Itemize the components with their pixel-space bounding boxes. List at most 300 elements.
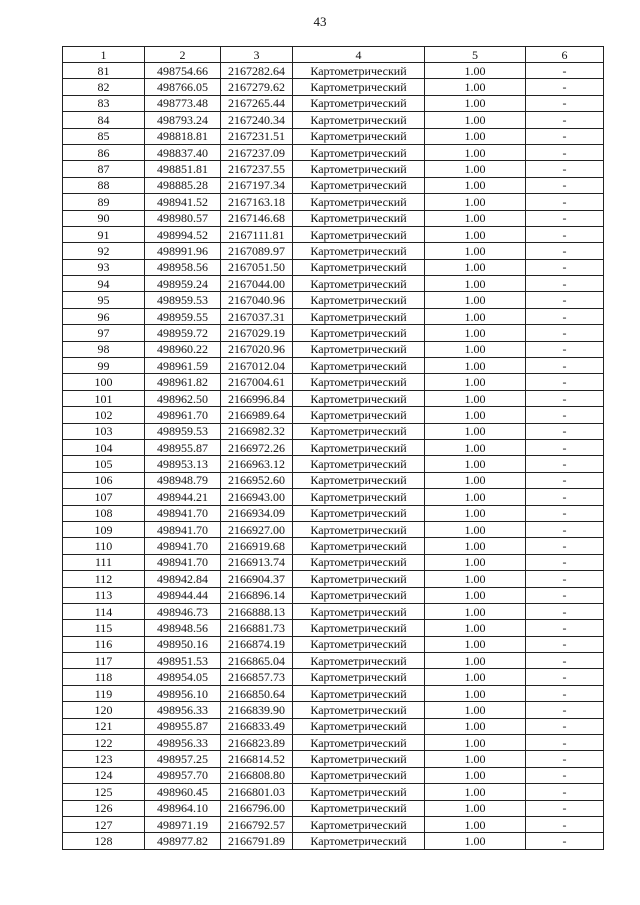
table-cell: 2166963.12: [221, 456, 293, 472]
table-cell: -: [526, 718, 604, 734]
table-cell: Картометрический: [293, 603, 425, 619]
table-cell: 1.00: [425, 226, 526, 242]
table-row: [63, 341, 604, 357]
table-cell: 2167037.31: [221, 308, 293, 324]
table-cell: Картометрический: [293, 210, 425, 226]
table-cell: 2166808.80: [221, 767, 293, 783]
table-cell: -: [526, 79, 604, 95]
table-cell: 1.00: [425, 276, 526, 292]
table-cell: -: [526, 587, 604, 603]
table-cell: 1.00: [425, 325, 526, 341]
table-cell: 1.00: [425, 718, 526, 734]
table-cell: 99: [63, 358, 145, 374]
table-cell: 498946.73: [145, 603, 221, 619]
table-cell: -: [526, 505, 604, 521]
table-cell: 1.00: [425, 554, 526, 570]
table-cell: Картометрический: [293, 735, 425, 751]
table-cell: Картометрический: [293, 587, 425, 603]
table-cell: Картометрический: [293, 63, 425, 79]
table-cell: 1.00: [425, 636, 526, 652]
table-cell: 103: [63, 423, 145, 439]
table-cell: 2166823.89: [221, 735, 293, 751]
table-cell: 108: [63, 505, 145, 521]
table-cell: 498885.28: [145, 177, 221, 193]
table-cell: 2166865.04: [221, 653, 293, 669]
table-cell: 498977.82: [145, 833, 221, 849]
table-row: [63, 63, 604, 79]
table-cell: -: [526, 767, 604, 783]
table-cell: 1.00: [425, 702, 526, 718]
table-cell: Картометрический: [293, 472, 425, 488]
table-cell: 1.00: [425, 653, 526, 669]
table-cell: 115: [63, 620, 145, 636]
table-cell: 109: [63, 521, 145, 537]
table-cell: 498773.48: [145, 95, 221, 111]
table-cell: -: [526, 751, 604, 767]
table-cell: 2166791.89: [221, 833, 293, 849]
table-cell: 498754.66: [145, 63, 221, 79]
table-cell: -: [526, 325, 604, 341]
table-cell: 92: [63, 243, 145, 259]
table-cell: 1.00: [425, 95, 526, 111]
table-cell: Картометрический: [293, 112, 425, 128]
table-row: [63, 79, 604, 95]
table-cell: 2166913.74: [221, 554, 293, 570]
table-cell: 1.00: [425, 489, 526, 505]
table-cell: 2167051.50: [221, 259, 293, 275]
table-row: [63, 112, 604, 128]
table-row: [63, 489, 604, 505]
table-cell: 2167044.00: [221, 276, 293, 292]
table-cell: -: [526, 112, 604, 128]
table-cell: 1.00: [425, 784, 526, 800]
table-cell: 498961.70: [145, 407, 221, 423]
table-cell: -: [526, 243, 604, 259]
table-cell: -: [526, 603, 604, 619]
table-cell: 1.00: [425, 112, 526, 128]
table-row: [63, 653, 604, 669]
table-cell: 110: [63, 538, 145, 554]
table-cell: Картометрический: [293, 128, 425, 144]
table-cell: 2167237.09: [221, 144, 293, 160]
table-cell: 2166888.13: [221, 603, 293, 619]
table-cell: 498956.33: [145, 735, 221, 751]
table-cell: 84: [63, 112, 145, 128]
table-cell: Картометрический: [293, 521, 425, 537]
table-row: [63, 472, 604, 488]
table-cell: -: [526, 128, 604, 144]
table-cell: Картометрический: [293, 554, 425, 570]
table-cell: -: [526, 194, 604, 210]
table-row: [63, 177, 604, 193]
table-header: [63, 47, 604, 63]
table-cell: 1.00: [425, 620, 526, 636]
table-row: [63, 325, 604, 341]
table-cell: Картометрический: [293, 325, 425, 341]
table-cell: 1.00: [425, 128, 526, 144]
header-cell: 6: [526, 47, 604, 63]
table-cell: Картометрический: [293, 308, 425, 324]
table-cell: -: [526, 63, 604, 79]
table-cell: 2166850.64: [221, 685, 293, 701]
table-cell: 1.00: [425, 390, 526, 406]
table-cell: 2166904.37: [221, 571, 293, 587]
table-cell: 120: [63, 702, 145, 718]
table-row: [63, 423, 604, 439]
table-cell: 498942.84: [145, 571, 221, 587]
table-row: [63, 95, 604, 111]
table-row: [63, 226, 604, 242]
table-cell: 2166996.84: [221, 390, 293, 406]
table-cell: 498948.56: [145, 620, 221, 636]
table-cell: 81: [63, 63, 145, 79]
table-cell: 498954.05: [145, 669, 221, 685]
table-cell: 2166833.49: [221, 718, 293, 734]
table-cell: Картометрический: [293, 718, 425, 734]
table-cell: 2166796.00: [221, 800, 293, 816]
table-cell: 2167240.34: [221, 112, 293, 128]
table-cell: Картометрический: [293, 161, 425, 177]
table-cell: -: [526, 800, 604, 816]
table-cell: 1.00: [425, 603, 526, 619]
table-cell: 2167040.96: [221, 292, 293, 308]
table-cell: 498948.79: [145, 472, 221, 488]
table-row: [63, 243, 604, 259]
table-row: [63, 390, 604, 406]
table-cell: 2167279.62: [221, 79, 293, 95]
table-cell: 1.00: [425, 587, 526, 603]
table-cell: -: [526, 341, 604, 357]
table-cell: Картометрический: [293, 194, 425, 210]
table-cell: 498793.24: [145, 112, 221, 128]
table-cell: 1.00: [425, 521, 526, 537]
table-cell: -: [526, 226, 604, 242]
table-cell: 1.00: [425, 833, 526, 849]
table-cell: 1.00: [425, 571, 526, 587]
table-cell: Картометрический: [293, 226, 425, 242]
table-row: [63, 374, 604, 390]
table-cell: Картометрический: [293, 751, 425, 767]
table-cell: Картометрический: [293, 177, 425, 193]
table-cell: 2166857.73: [221, 669, 293, 685]
table-cell: 85: [63, 128, 145, 144]
table-row: [63, 636, 604, 652]
table-row: [63, 751, 604, 767]
table-cell: 127: [63, 816, 145, 832]
table-row: [63, 407, 604, 423]
coordinates-table: [62, 46, 604, 850]
table-cell: 2167004.61: [221, 374, 293, 390]
table-row: [63, 620, 604, 636]
table-cell: 498980.57: [145, 210, 221, 226]
table-cell: -: [526, 784, 604, 800]
table-cell: Картометрический: [293, 685, 425, 701]
table-cell: 1.00: [425, 161, 526, 177]
table-cell: -: [526, 538, 604, 554]
table-cell: 1.00: [425, 751, 526, 767]
table-cell: 118: [63, 669, 145, 685]
table-cell: 123: [63, 751, 145, 767]
table-cell: -: [526, 358, 604, 374]
table-cell: -: [526, 95, 604, 111]
table-cell: -: [526, 521, 604, 537]
table-cell: 97: [63, 325, 145, 341]
table-cell: 1.00: [425, 800, 526, 816]
table-cell: Картометрический: [293, 358, 425, 374]
table-cell: 104: [63, 439, 145, 455]
table-cell: 126: [63, 800, 145, 816]
table-cell: Картометрический: [293, 833, 425, 849]
table-cell: 1.00: [425, 308, 526, 324]
table-cell: -: [526, 489, 604, 505]
table-cell: 1.00: [425, 259, 526, 275]
table-cell: 83: [63, 95, 145, 111]
table-cell: Картометрический: [293, 669, 425, 685]
table-cell: 2166792.57: [221, 816, 293, 832]
table-cell: 125: [63, 784, 145, 800]
table-cell: 1.00: [425, 685, 526, 701]
table-cell: -: [526, 620, 604, 636]
table-cell: 498953.13: [145, 456, 221, 472]
table-cell: -: [526, 735, 604, 751]
table-cell: 121: [63, 718, 145, 734]
table-cell: Картометрический: [293, 95, 425, 111]
table-cell: 102: [63, 407, 145, 423]
table-cell: Картометрический: [293, 620, 425, 636]
table-row: [63, 439, 604, 455]
table-row: [63, 702, 604, 718]
table-cell: 1.00: [425, 79, 526, 95]
table-cell: -: [526, 407, 604, 423]
table-cell: 2167231.51: [221, 128, 293, 144]
table-cell: 2166896.14: [221, 587, 293, 603]
table-cell: -: [526, 653, 604, 669]
table-cell: 128: [63, 833, 145, 849]
table-cell: 124: [63, 767, 145, 783]
table-cell: -: [526, 669, 604, 685]
table-cell: 498955.87: [145, 718, 221, 734]
table-cell: Картометрический: [293, 243, 425, 259]
table-cell: Картометрический: [293, 144, 425, 160]
table-cell: 498959.55: [145, 308, 221, 324]
table-cell: 1.00: [425, 407, 526, 423]
table-cell: 2167012.04: [221, 358, 293, 374]
table-cell: 498941.70: [145, 554, 221, 570]
table-cell: Картометрический: [293, 489, 425, 505]
table-cell: 498941.70: [145, 521, 221, 537]
table-cell: 498959.53: [145, 292, 221, 308]
table-cell: 96: [63, 308, 145, 324]
table-cell: 498961.82: [145, 374, 221, 390]
table-cell: 2166989.64: [221, 407, 293, 423]
table-cell: 2166982.32: [221, 423, 293, 439]
table-cell: 105: [63, 456, 145, 472]
table-row: [63, 259, 604, 275]
header-row: [63, 47, 604, 63]
table-cell: 106: [63, 472, 145, 488]
table-cell: 498958.56: [145, 259, 221, 275]
table-cell: 95: [63, 292, 145, 308]
table-cell: 100: [63, 374, 145, 390]
page-number: 43: [313, 14, 327, 29]
table-cell: 498851.81: [145, 161, 221, 177]
table-row: [63, 800, 604, 816]
table-cell: 498956.10: [145, 685, 221, 701]
table-cell: Картометрический: [293, 374, 425, 390]
table-cell: 114: [63, 603, 145, 619]
table-cell: -: [526, 816, 604, 832]
table-row: [63, 784, 604, 800]
table-cell: 498957.70: [145, 767, 221, 783]
table-cell: -: [526, 439, 604, 455]
table-cell: 112: [63, 571, 145, 587]
table-cell: 98: [63, 341, 145, 357]
table-cell: -: [526, 210, 604, 226]
table-cell: -: [526, 374, 604, 390]
table-cell: 2167197.34: [221, 177, 293, 193]
table-row: [63, 521, 604, 537]
table-cell: Картометрический: [293, 79, 425, 95]
table-cell: Картометрический: [293, 538, 425, 554]
table-row: [63, 210, 604, 226]
table-cell: -: [526, 308, 604, 324]
table-cell: 498994.52: [145, 226, 221, 242]
table-row: [63, 456, 604, 472]
table-cell: 2167237.55: [221, 161, 293, 177]
table-cell: Картометрический: [293, 571, 425, 587]
table-row: [63, 685, 604, 701]
table-cell: Картометрический: [293, 276, 425, 292]
table-cell: 2167020.96: [221, 341, 293, 357]
table-row: [63, 505, 604, 521]
table-cell: Картометрический: [293, 439, 425, 455]
table-cell: 2166881.73: [221, 620, 293, 636]
table-cell: Картометрический: [293, 456, 425, 472]
table-row: [63, 308, 604, 324]
table-row: [63, 128, 604, 144]
header-cell: 3: [221, 47, 293, 63]
table-cell: -: [526, 276, 604, 292]
table-cell: 498944.44: [145, 587, 221, 603]
table-cell: 1.00: [425, 374, 526, 390]
table-cell: 498957.25: [145, 751, 221, 767]
table-row: [63, 833, 604, 849]
table-cell: 2166934.09: [221, 505, 293, 521]
table-cell: 498962.50: [145, 390, 221, 406]
table-cell: -: [526, 636, 604, 652]
table-row: [63, 144, 604, 160]
table-row: [63, 554, 604, 570]
table-cell: 1.00: [425, 767, 526, 783]
table-cell: 498960.22: [145, 341, 221, 357]
header-cell: 4: [293, 47, 425, 63]
table-cell: Картометрический: [293, 767, 425, 783]
table-cell: -: [526, 177, 604, 193]
table-cell: 119: [63, 685, 145, 701]
table-row: [63, 767, 604, 783]
table-cell: 82: [63, 79, 145, 95]
table-cell: 1.00: [425, 243, 526, 259]
table-row: [63, 538, 604, 554]
table-cell: 117: [63, 653, 145, 669]
table-cell: Картометрический: [293, 259, 425, 275]
table-cell: 90: [63, 210, 145, 226]
table-cell: 1.00: [425, 210, 526, 226]
table-cell: -: [526, 554, 604, 570]
table-row: [63, 571, 604, 587]
table-cell: Картометрический: [293, 407, 425, 423]
table-cell: 2166927.00: [221, 521, 293, 537]
table-cell: 1.00: [425, 439, 526, 455]
table-cell: 1.00: [425, 456, 526, 472]
table-cell: 498959.53: [145, 423, 221, 439]
table-cell: -: [526, 144, 604, 160]
table-cell: 1.00: [425, 341, 526, 357]
table-cell: 2166919.68: [221, 538, 293, 554]
table-row: [63, 603, 604, 619]
table-cell: 2167163.18: [221, 194, 293, 210]
table-cell: 1.00: [425, 358, 526, 374]
table-row: [63, 276, 604, 292]
table-cell: 1.00: [425, 816, 526, 832]
table-cell: 2167111.81: [221, 226, 293, 242]
table-cell: 2166814.52: [221, 751, 293, 767]
table-cell: 2166952.60: [221, 472, 293, 488]
table-cell: 498941.52: [145, 194, 221, 210]
table-row: [63, 358, 604, 374]
table-row: [63, 161, 604, 177]
table-cell: Картометрический: [293, 784, 425, 800]
table-cell: 1.00: [425, 538, 526, 554]
table-cell: 498837.40: [145, 144, 221, 160]
table-cell: 498766.05: [145, 79, 221, 95]
table-cell: 122: [63, 735, 145, 751]
table-cell: 498955.87: [145, 439, 221, 455]
table-cell: -: [526, 161, 604, 177]
table-cell: -: [526, 423, 604, 439]
table-cell: 2167089.97: [221, 243, 293, 259]
table-cell: 1.00: [425, 144, 526, 160]
table-cell: -: [526, 571, 604, 587]
table-cell: -: [526, 456, 604, 472]
table-cell: 1.00: [425, 505, 526, 521]
table-cell: 2166943.00: [221, 489, 293, 505]
table-row: [63, 816, 604, 832]
table-cell: Картометрический: [293, 423, 425, 439]
table-cell: 498956.33: [145, 702, 221, 718]
table-cell: 111: [63, 554, 145, 570]
table-cell: Картометрический: [293, 636, 425, 652]
table-cell: 498944.21: [145, 489, 221, 505]
table-cell: 498959.72: [145, 325, 221, 341]
table-cell: 498941.70: [145, 505, 221, 521]
table-cell: 498951.53: [145, 653, 221, 669]
table-cell: 2166972.26: [221, 439, 293, 455]
table-cell: -: [526, 259, 604, 275]
table-cell: Картометрический: [293, 505, 425, 521]
table-cell: 1.00: [425, 194, 526, 210]
table-row: [63, 292, 604, 308]
table-cell: 87: [63, 161, 145, 177]
table-cell: 1.00: [425, 292, 526, 308]
table-cell: 113: [63, 587, 145, 603]
table-cell: 498961.59: [145, 358, 221, 374]
table-cell: 498959.24: [145, 276, 221, 292]
table-cell: 1.00: [425, 63, 526, 79]
table-cell: 498971.19: [145, 816, 221, 832]
table-cell: Картометрический: [293, 390, 425, 406]
table-cell: 498941.70: [145, 538, 221, 554]
